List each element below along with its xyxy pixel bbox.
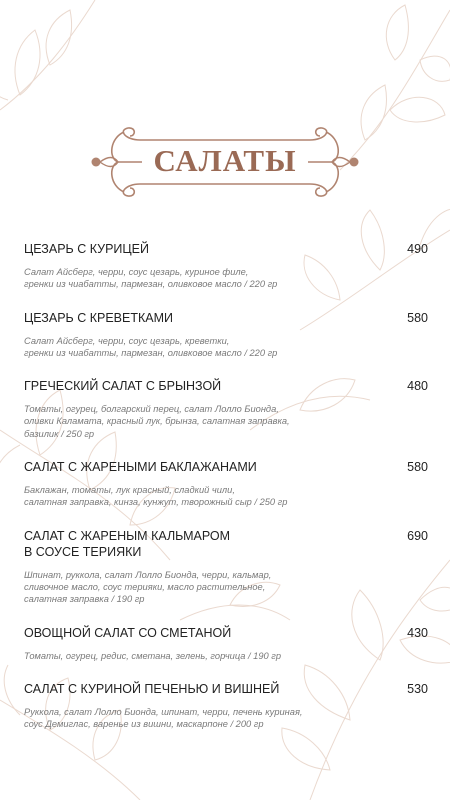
- menu-item-name: ОВОЩНОЙ САЛАТ СО СМЕТАНОЙ: [24, 625, 232, 640]
- menu-item-name: ЦЕЗАРЬ С КУРИЦЕЙ: [24, 242, 149, 256]
- menu-item-price: 580: [407, 310, 428, 325]
- menu-item-name: ЦЕЗАРЬ С КРЕВЕТКАМИ: [24, 310, 173, 325]
- menu-item-description: Баклажан, томаты, лук красный, сладкий чили, салатная заправка, кинза, кунжут, творожный сыр / 250 гр: [24, 485, 288, 508]
- menu-item-description: Салат Айсберг, черри, соус цезарь, креветки, гренки из чиабатты, пармезан, оливковое масло / 220 гр: [24, 335, 278, 358]
- menu-item-price: 580: [407, 460, 428, 475]
- menu-item-description: Шпинат, руккола, салат Лолло Бионда, черри, кальмар, сливочное масло, соус терияки, масло растительное, салатная заправка / 190 гр: [24, 569, 272, 605]
- page-title: САЛАТЫ: [153, 143, 297, 178]
- menu-item-description: Салат Айсберг, черри, соус цезарь, куриное филе, гренки из чиабатты, пармезан, оливковое масло / 220 гр: [24, 267, 278, 290]
- menu-item: [24, 378, 428, 440]
- menu-item-description: Томаты, огурец, редис, сметана, зелень, горчица / 190 гр: [24, 650, 282, 661]
- menu-item-price: 490: [407, 242, 428, 256]
- menu-item-price: 480: [407, 379, 428, 394]
- menu-item-header: [24, 378, 428, 394]
- menu-item-header: [24, 625, 428, 641]
- menu-item-name: САЛАТ С ЖАРЕНЫМ КАЛЬМАРОМ В СОУСЕ ТЕРИЯКИ: [24, 528, 231, 559]
- menu-item-price: 430: [407, 625, 428, 640]
- menu-list: [24, 241, 428, 730]
- menu-item: [24, 625, 428, 662]
- menu-item-header: [24, 310, 428, 326]
- menu-item: [24, 681, 428, 731]
- menu-item-description: Томаты, огурец, болгарский перец, салат Лолло Бионда, оливки Каламата, красный лук, брынза, салатная заправка, базилик / 250 гр: [24, 404, 290, 439]
- menu-item-name: ГРЕЧЕСКИЙ САЛАТ С БРЫНЗОЙ: [24, 379, 222, 394]
- menu-item: [24, 241, 428, 291]
- menu-item: [24, 459, 428, 509]
- menu-item-header: [24, 681, 428, 697]
- menu-item-name: САЛАТ С ЖАРЕНЫМИ БАКЛАЖАНАМИ: [24, 460, 257, 475]
- menu-item: [24, 528, 428, 606]
- menu-item-price: 530: [407, 681, 428, 696]
- menu-item-header: [24, 241, 428, 257]
- menu-item-price: 690: [407, 528, 428, 543]
- menu-item: [24, 310, 428, 360]
- menu-item-header: [24, 528, 428, 560]
- menu-item-name: САЛАТ С КУРИНОЙ ПЕЧЕНЬЮ И ВИШНЕЙ: [24, 681, 280, 696]
- menu-item-description: Руккола, салат Лолло Бионда, шпинат, черри, печень куриная, соус Демиглас, варенье из вишни, маскарпоне / 200 гр: [24, 706, 303, 730]
- menu-item-header: [24, 459, 428, 475]
